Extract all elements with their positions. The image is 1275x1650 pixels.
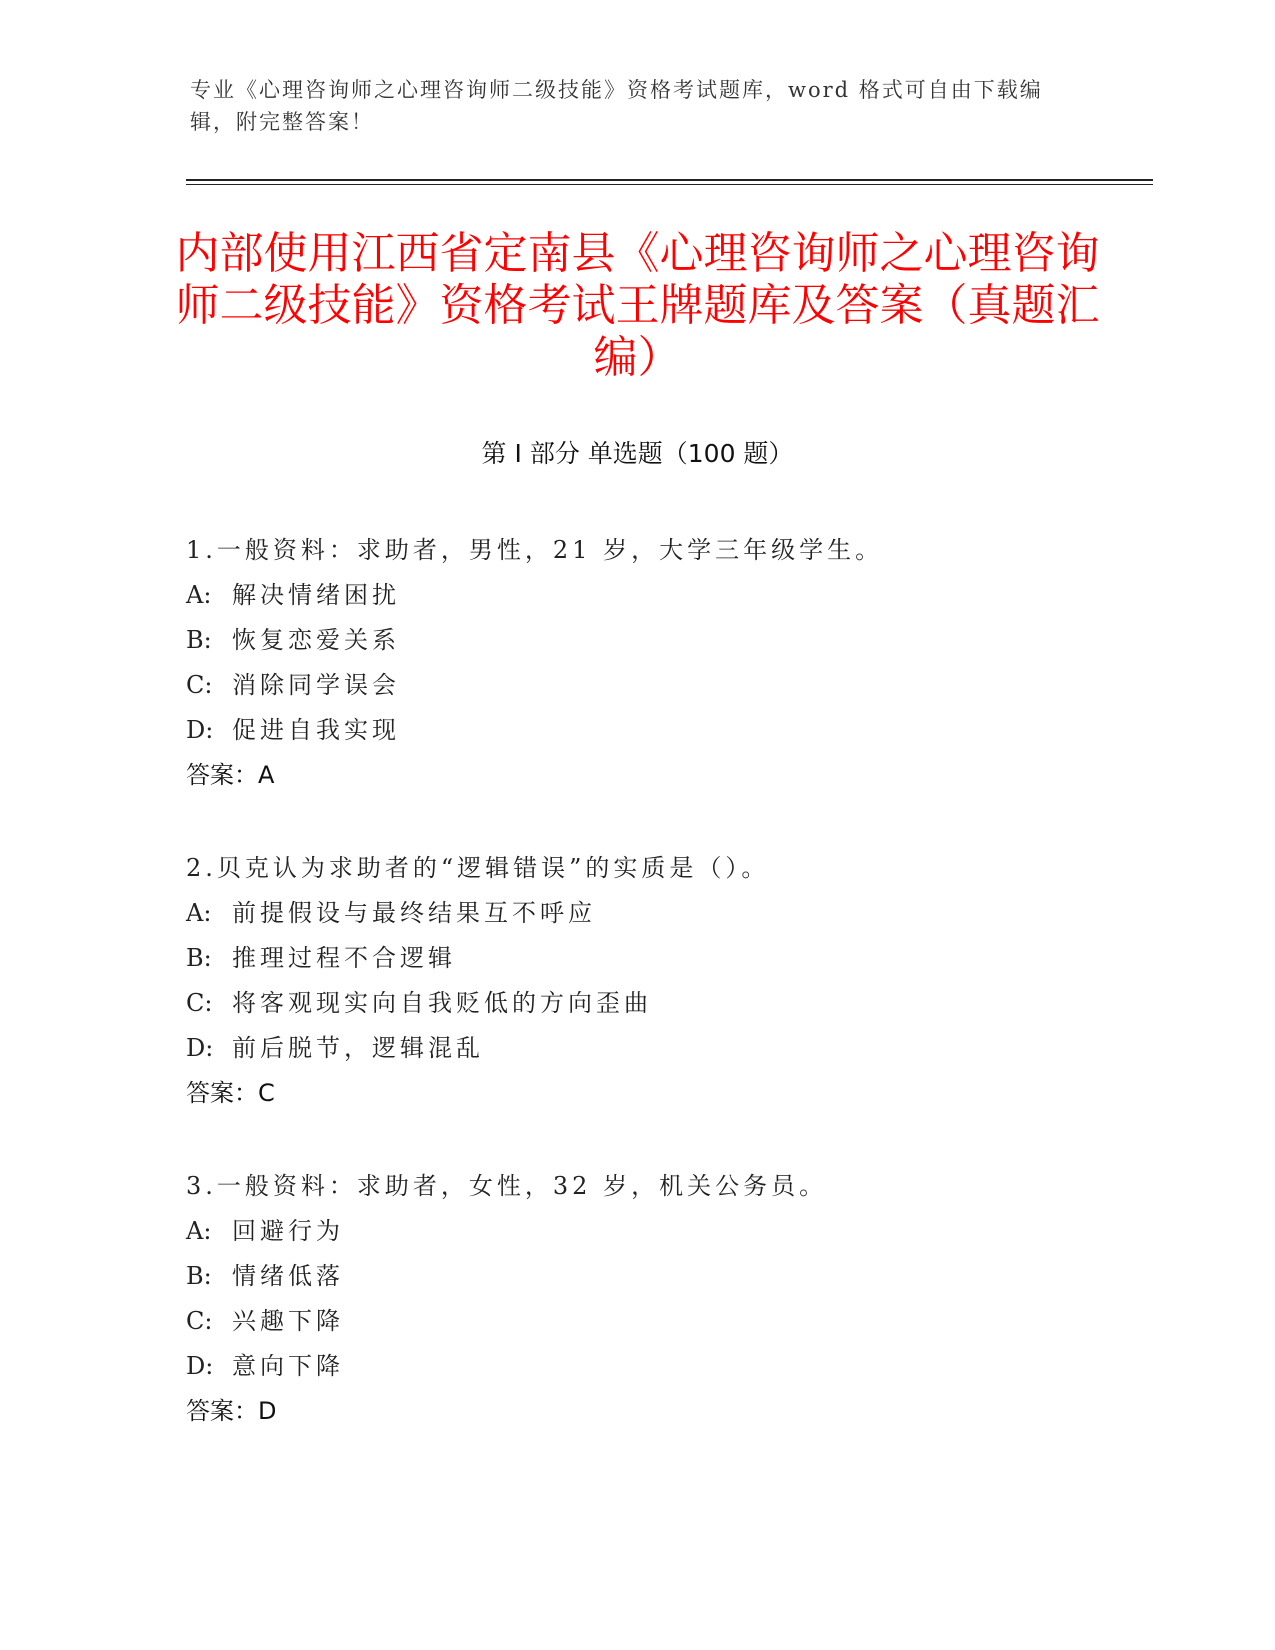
header-divider-thin [186, 184, 1153, 185]
question-3 [186, 1164, 1146, 1482]
option-c [186, 663, 1146, 708]
option-text: 前后脱节，逻辑混乱 [232, 1034, 484, 1062]
option-letter: A: [186, 581, 212, 609]
option-d [186, 1026, 1146, 1071]
header-divider-thick [186, 179, 1153, 181]
answer-line: 答案：A [186, 761, 275, 789]
question-1 [186, 528, 1146, 846]
option-letter: D: [186, 716, 214, 744]
option-text: 促进自我实现 [232, 716, 400, 744]
option-letter: B: [186, 944, 212, 972]
option-text: 意向下降 [232, 1352, 344, 1380]
option-c [186, 981, 1146, 1026]
option-letter: B: [186, 626, 212, 654]
option-text: 回避行为 [232, 1217, 344, 1245]
answer-line: 答案：C [186, 1079, 275, 1107]
option-b [186, 936, 1146, 981]
question-list [186, 528, 1146, 1482]
option-text: 解决情绪困扰 [232, 581, 400, 609]
document-title: 内部使用江西省定南县《心理咨询师之心理咨询师二级技能》资格考试王牌题库及答案（真题汇编） [175, 228, 1100, 383]
option-d [186, 1344, 1146, 1389]
option-letter: D: [186, 1034, 214, 1062]
option-text: 恢复恋爱关系 [232, 626, 400, 654]
option-a [186, 1209, 1146, 1254]
option-text: 将客观现实向自我贬低的方向歪曲 [232, 989, 652, 1017]
option-b [186, 1254, 1146, 1299]
option-a [186, 573, 1146, 618]
option-b [186, 618, 1146, 663]
section-heading: 第 I 部分 单选题（100 题） [481, 439, 794, 468]
option-d [186, 708, 1146, 753]
question-stem: 2.贝克认为求助者的“逻辑错误”的实质是（）。 [186, 854, 770, 882]
option-letter: B: [186, 1262, 212, 1290]
option-letter: A: [186, 1217, 212, 1245]
question-2 [186, 846, 1146, 1164]
option-text: 推理过程不合逻辑 [232, 944, 456, 972]
question-stem: 3.一般资料：求助者，女性，32 岁，机关公务员。 [186, 1172, 828, 1200]
option-letter: C: [186, 671, 213, 699]
header-note: 专业《心理咨询师之心理咨询师二级技能》资格考试题库，word 格式可自由下载编辑，附完整答案！ [190, 78, 1043, 134]
option-letter: C: [186, 1307, 213, 1335]
option-a [186, 891, 1146, 936]
option-text: 情绪低落 [232, 1262, 344, 1290]
option-letter: A: [186, 899, 212, 927]
answer-line: 答案：D [186, 1397, 277, 1425]
option-text: 前提假设与最终结果互不呼应 [232, 899, 596, 927]
option-text: 消除同学误会 [232, 671, 400, 699]
option-letter: D: [186, 1352, 214, 1380]
option-letter: C: [186, 989, 213, 1017]
question-stem: 1.一般资料：求助者，男性，21 岁，大学三年级学生。 [186, 536, 884, 564]
option-c [186, 1299, 1146, 1344]
option-text: 兴趣下降 [232, 1307, 344, 1335]
